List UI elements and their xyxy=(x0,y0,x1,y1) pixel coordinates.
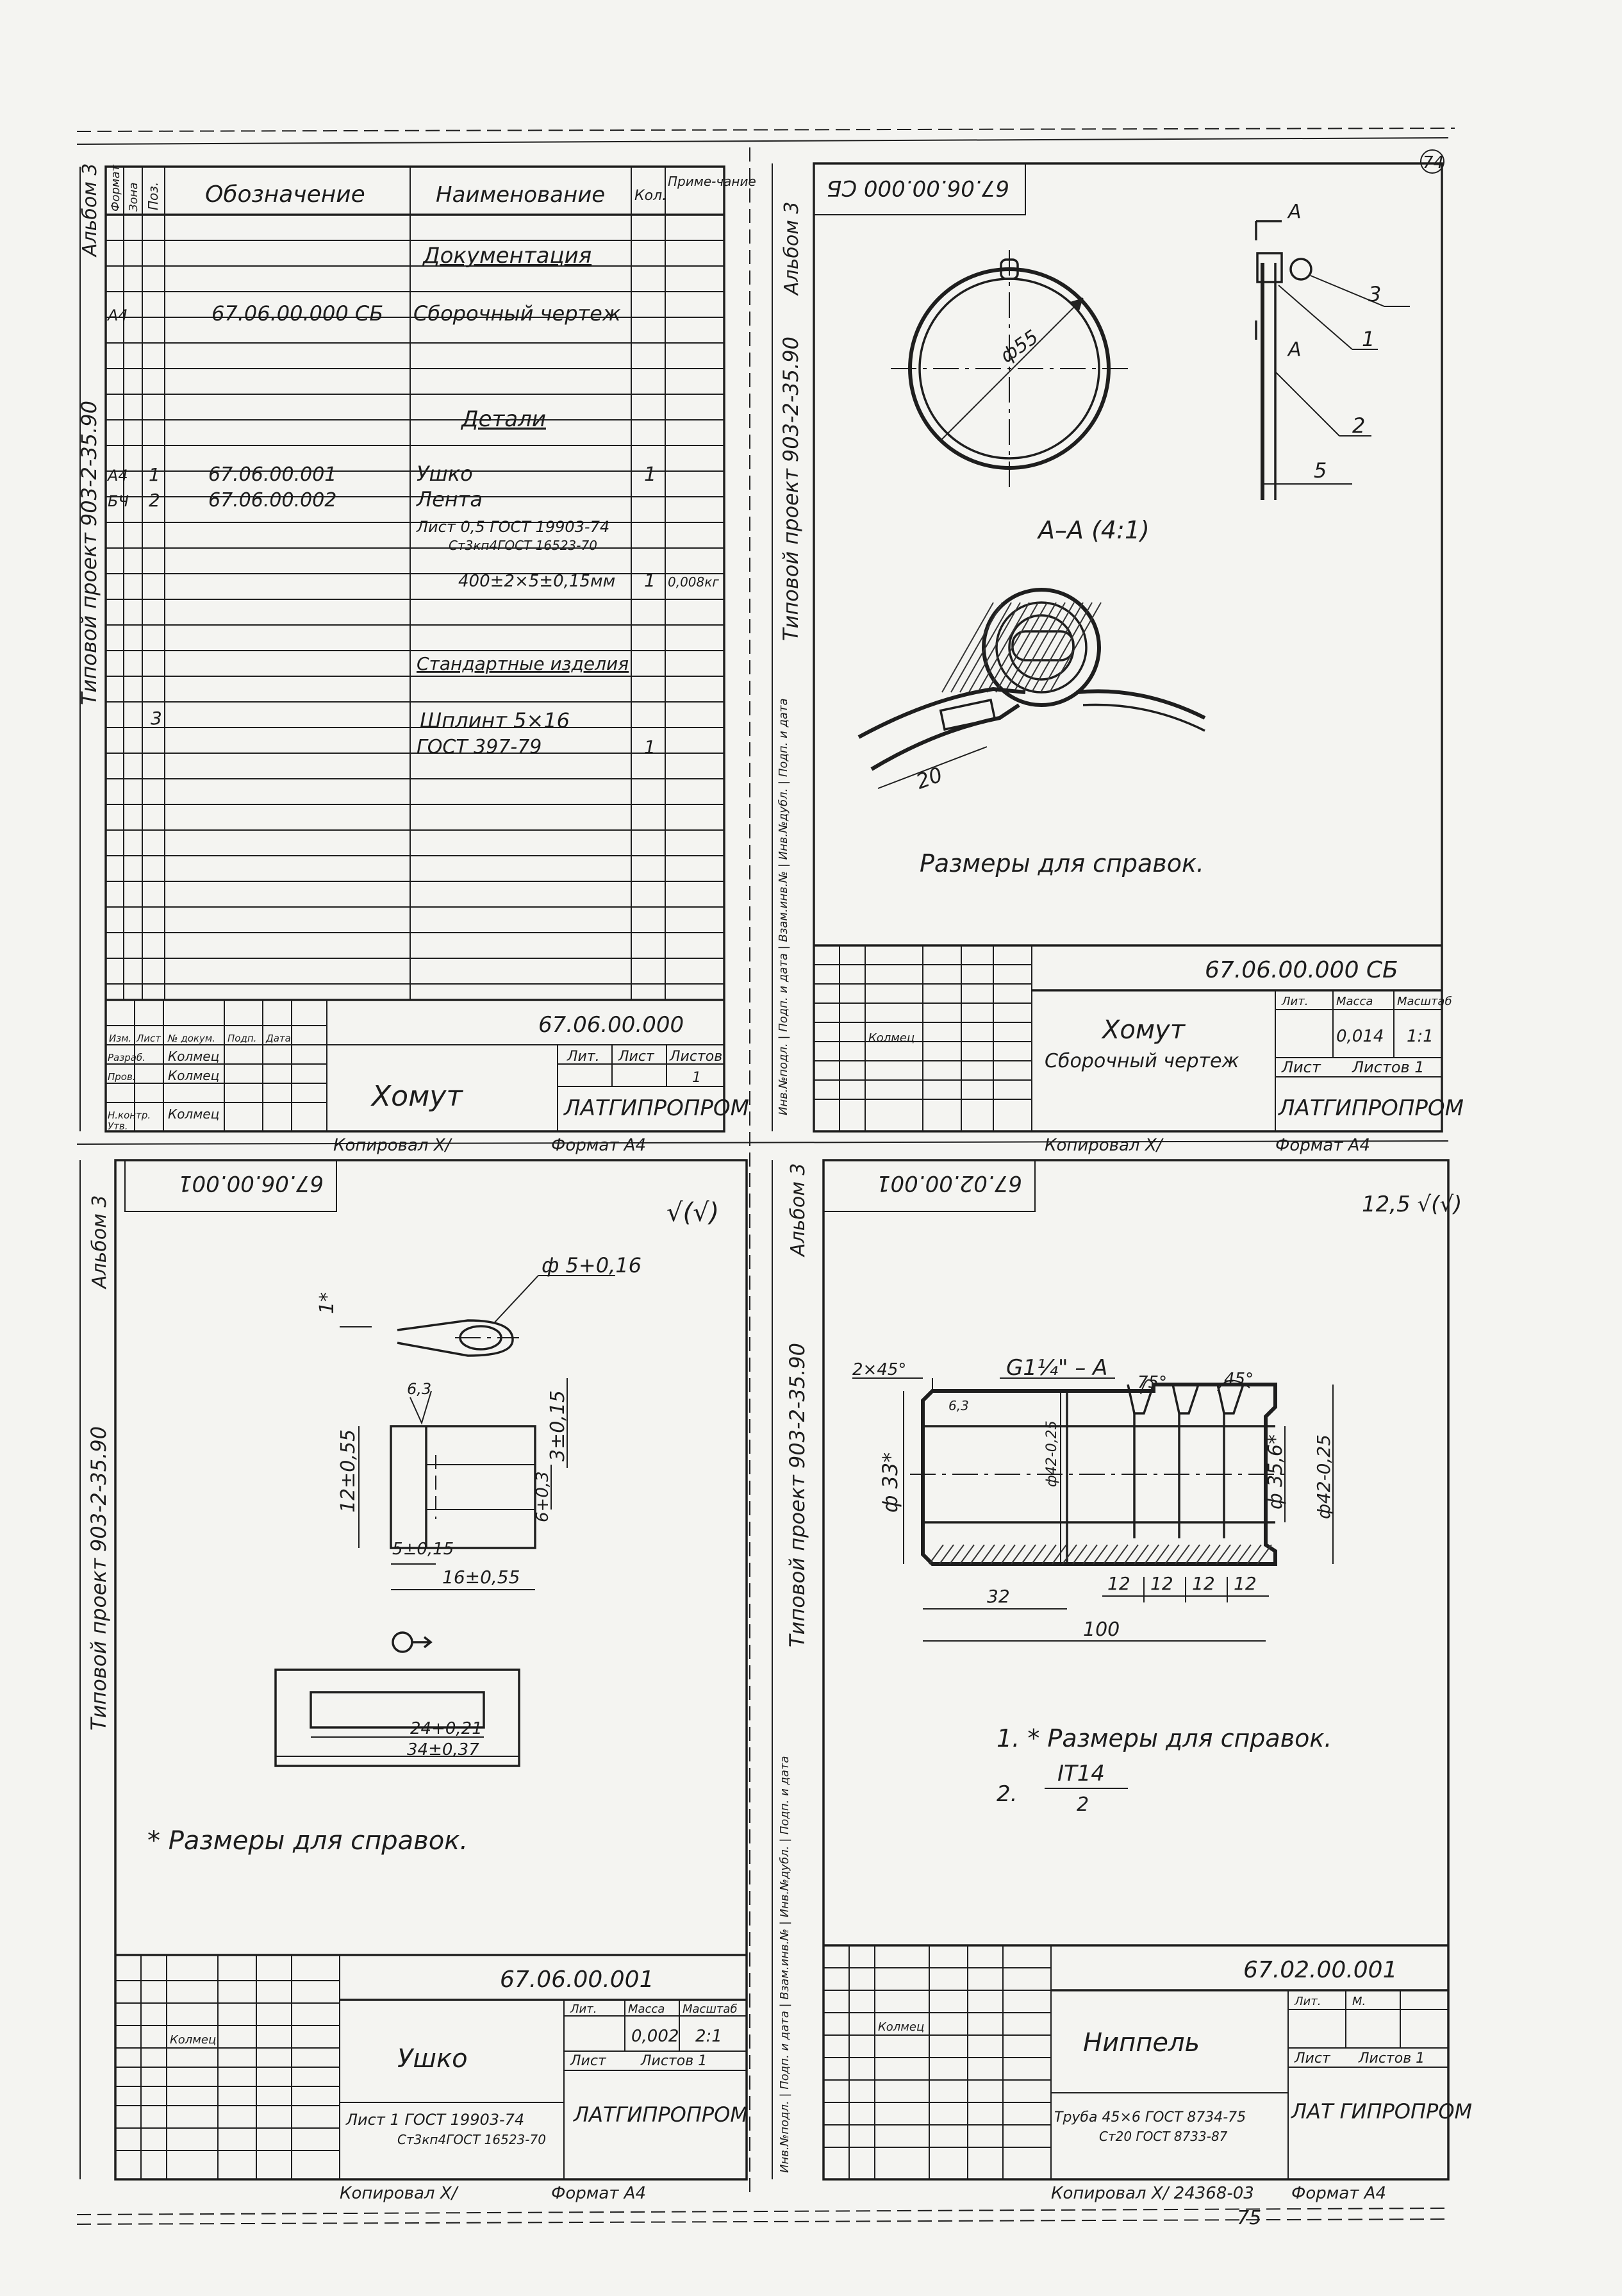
tb2-mass-label: Масса xyxy=(1336,995,1373,1008)
tb1-nkontr: Колмец xyxy=(168,1106,220,1122)
tb4-name: Ниппель xyxy=(1083,2028,1200,2058)
spec-h-note: Приме-чание xyxy=(668,174,756,189)
frame-line-top xyxy=(77,138,1448,144)
tb4-sheet: Лист xyxy=(1295,2051,1330,2067)
spec-part2-designation: 67.06.00.002 xyxy=(208,489,337,512)
tb3-designation: 67.06.00.001 xyxy=(500,1967,654,1993)
nipple-stamp: 67.02.00.001 xyxy=(876,1170,1022,1196)
assembly-note: Размеры для справок. xyxy=(920,849,1204,878)
tb3-sheets: Листов 1 xyxy=(641,2053,708,2069)
tb1-sheets-count: 1 xyxy=(692,1070,701,1086)
nipple-dia42: ф42-0,25 xyxy=(1044,1420,1060,1487)
ear-dim-3: 3±0,15 xyxy=(547,1390,569,1461)
nipple-dim12-2: 12 xyxy=(1150,1573,1173,1594)
spec-section-parts: Детали xyxy=(461,406,546,432)
ear-sheet xyxy=(80,1160,748,2203)
spec-lenta-qty: 1 xyxy=(644,570,656,591)
tb4-org: ЛАТ ГИПРОПРОМ xyxy=(1291,2099,1473,2124)
spec-doc-name: Сборочный чертеж xyxy=(413,301,621,326)
nipple-hatching xyxy=(929,1545,1271,1564)
nipple-note1: 1. * Размеры для справок. xyxy=(997,1724,1332,1752)
nipple-side-fields: Инв.№подл. | Подп. и дата | Взам.инв.№ | Инв.№дубл. | Подп. и дата xyxy=(778,1756,791,2173)
spec-footer-copy: Копировал Х/ xyxy=(333,1136,451,1155)
tb3-org: ЛАТГИПРОПРОМ xyxy=(574,2102,748,2127)
section-hatching xyxy=(942,603,1101,692)
spec-std-name: Шплинт 5×16 xyxy=(420,708,570,733)
tb1-developer: Колмец xyxy=(168,1049,220,1064)
tb2-subtitle: Сборочный чертеж xyxy=(1045,1050,1239,1072)
tb2-designation: 67.06.00.000 СБ xyxy=(1205,957,1398,983)
tb1-designation: 67.06.00.000 xyxy=(538,1012,684,1038)
ear-roughness: √(√) xyxy=(666,1198,720,1227)
spec-part1-pos: 1 xyxy=(149,464,160,485)
horizontal-separator xyxy=(77,1141,1448,1144)
nipple-sheet xyxy=(772,1160,1472,2203)
spec-lenta-size: 400±2×5±0,15мм xyxy=(458,572,616,591)
ear-blank-view xyxy=(276,1670,519,1766)
assembly-section xyxy=(984,590,1099,705)
nipple-titleblock xyxy=(823,1945,1472,2179)
tb3-material-1: Лист 1 ГОСТ 19903-74 xyxy=(346,2111,525,2129)
nipple-dim32: 32 xyxy=(987,1586,1010,1607)
tb1-checker: Колмец xyxy=(168,1068,220,1083)
spec-doc-format: А4 xyxy=(108,306,128,324)
assembly-pos2: 2 xyxy=(1352,413,1366,438)
spec-std-pos: 3 xyxy=(151,708,162,729)
tb2-sheets: Листов 1 xyxy=(1352,1058,1425,1076)
spec-h-pos: Поз. xyxy=(145,181,161,210)
nipple-rough-63: 6,3 xyxy=(948,1398,969,1413)
tb1-role-utv: Утв. xyxy=(108,1120,128,1132)
tb4-material-1: Труба 45×6 ГОСТ 8734-75 xyxy=(1054,2109,1246,2125)
tb4-mass-label: М. xyxy=(1352,1995,1366,2008)
assembly-sheet xyxy=(772,163,1464,1155)
spec-side-album: Альбом 3 xyxy=(79,163,101,256)
tb1-role-check: Пров. xyxy=(108,1071,136,1083)
spec-lenta-mass: 0,008кг xyxy=(668,574,719,590)
tb4-designation: 67.02.00.001 xyxy=(1243,1957,1398,1983)
ear-stamp: 67.06.00.001 xyxy=(178,1170,324,1196)
tb1-org: ЛАТГИПРОПРОМ xyxy=(564,1095,749,1121)
tb1-name: Хомут xyxy=(372,1080,463,1113)
ear-dim-1: 1* xyxy=(316,1292,338,1314)
nipple-note2-bottom: 2 xyxy=(1077,1793,1089,1816)
spec-titleblock xyxy=(106,1000,749,1132)
ear-dim-hole: ф 5+0,16 xyxy=(542,1253,641,1277)
tb2-sheet: Лист xyxy=(1282,1058,1321,1076)
tb2-name: Хомут xyxy=(1102,1015,1186,1045)
tb3-mass: 0,002 xyxy=(631,2027,679,2046)
spec-h-format: Формат xyxy=(109,164,122,212)
spec-part2-format: БЧ xyxy=(108,492,129,510)
tb2-scale-label: Масштаб xyxy=(1397,995,1452,1008)
assembly-footer-copy: Копировал Х/ xyxy=(1045,1136,1163,1155)
assembly-a-top: А xyxy=(1288,201,1302,223)
ear-side-album: Альбом 3 xyxy=(88,1195,111,1288)
nipple-dim12-4: 12 xyxy=(1234,1573,1257,1594)
nipple-dim100: 100 xyxy=(1083,1618,1120,1641)
tb3-material-2: Ст3кп4ГОСТ 16523-70 xyxy=(397,2132,546,2147)
nipple-side-album: Альбом 3 xyxy=(787,1163,809,1256)
assembly-side-album: Альбом 3 xyxy=(781,201,803,295)
tb1-role-sign: Подп. xyxy=(228,1033,257,1044)
ear-dim-24: 24+0,21 xyxy=(410,1719,483,1738)
cut-line-top xyxy=(77,128,1455,131)
spec-footer-format: Формат А4 xyxy=(551,1136,647,1155)
nipple-note2-top: IT14 xyxy=(1057,1761,1105,1786)
tb3-sheet: Лист xyxy=(570,2053,606,2069)
assembly-frame xyxy=(814,163,1442,1131)
assembly-pos1: 1 xyxy=(1362,327,1375,351)
spec-part2-name: Лента xyxy=(417,487,483,512)
nipple-note2-num: 2. xyxy=(997,1781,1018,1807)
assembly-titleblock xyxy=(814,945,1464,1131)
tb1-lit: Лит. xyxy=(567,1049,600,1065)
assembly-side-fields: Инв.№подл. | Подп. и дата | Взам.инв.№ | Инв.№дубл. | Подп. и дата xyxy=(777,698,790,1115)
nipple-footer-copy: Копировал Х/ 24368-03 xyxy=(1051,2184,1254,2203)
tb3-lit: Лит. xyxy=(570,2002,597,2016)
nipple-dia42b: ф42-0,25 xyxy=(1313,1434,1334,1519)
spec-h-name: Наименование xyxy=(436,182,606,208)
nipple-angle75: 75° xyxy=(1138,1373,1168,1392)
spec-side-project: Типовой проект 903-2-35.90 xyxy=(77,400,101,705)
ear-footer-copy: Копировал Х/ xyxy=(340,2184,458,2203)
assembly-section-title: А–А (4:1) xyxy=(1038,516,1150,544)
nipple-footer-format: Формат А4 xyxy=(1291,2184,1387,2203)
assembly-dim20: 20 xyxy=(913,762,946,794)
ear-dim-6: 6+0,3 xyxy=(533,1471,552,1522)
spec-section-docs: Документация xyxy=(423,243,592,269)
tb2-org: ЛАТГИПРОПРОМ xyxy=(1279,1095,1464,1121)
spec-h-zone: Зона xyxy=(127,182,140,212)
ear-footer-format: Формат А4 xyxy=(551,2184,647,2203)
spec-part1-name: Ушко xyxy=(417,462,473,486)
ear-dim-34: 34±0,37 xyxy=(407,1740,479,1759)
assembly-pos3: 3 xyxy=(1368,282,1382,306)
tb2-mass: 0,014 xyxy=(1336,1027,1384,1046)
spec-std-gost: ГОСТ 397-79 xyxy=(417,736,542,758)
ear-dim-12: 12±0,55 xyxy=(337,1429,360,1513)
tb1-role-izm: Изм. xyxy=(109,1033,132,1044)
spec-h-qty: Кол. xyxy=(634,188,667,204)
tb3-developer: Колмец xyxy=(170,2033,217,2047)
nipple-dia33: ф 33* xyxy=(878,1452,902,1513)
nipple-roughness: 12,5 √(√) xyxy=(1362,1192,1462,1217)
tb1-sheets: Листов xyxy=(670,1049,723,1065)
assembly-a-bottom: А xyxy=(1288,338,1302,361)
tb4-sheets: Листов 1 xyxy=(1359,2051,1425,2067)
spec-part1-designation: 67.06.00.001 xyxy=(208,463,337,486)
assembly-dia55: ф55 xyxy=(996,326,1043,368)
assembly-footer-format: Формат А4 xyxy=(1275,1136,1371,1155)
ear-rough-63: 6,3 xyxy=(407,1380,432,1398)
corner-number: 74 xyxy=(1423,153,1444,172)
spec-h-designation: Обозначение xyxy=(205,181,365,208)
assembly-side-project: Типовой проект 903-2-35.90 xyxy=(779,336,803,641)
nipple-angle45: 45° xyxy=(1224,1370,1254,1389)
tb3-mass-label: Масса xyxy=(628,2002,665,2016)
assembly-stamp: 67.06.00.000 СБ xyxy=(827,175,1009,201)
nipple-dia356: ф 35,6* xyxy=(1264,1435,1287,1510)
spec-sheet xyxy=(77,163,756,1156)
nipple-thread: G1¼" – A xyxy=(1006,1355,1108,1381)
tb1-role-date: Дата xyxy=(266,1033,291,1044)
nipple-chamfer: 2×45° xyxy=(852,1360,907,1379)
tb4-lit: Лит. xyxy=(1295,1995,1321,2008)
tb1-role-doc: № докум. xyxy=(168,1033,215,1044)
tb1-role-dev: Разраб. xyxy=(108,1052,145,1063)
spec-part1-format: А4 xyxy=(108,467,128,485)
tb1-sheet: Лист xyxy=(618,1049,654,1065)
tb3-scale-label: Масштаб xyxy=(683,2002,738,2016)
tb1-role-list: Лист xyxy=(137,1033,161,1044)
nipple-dim12-3: 12 xyxy=(1192,1573,1215,1594)
bottom-number: 75 xyxy=(1237,2207,1262,2229)
spec-part2-pos: 2 xyxy=(149,490,160,511)
tb4-material-2: Ст20 ГОСТ 8733-87 xyxy=(1099,2129,1228,2144)
tb2-scale: 1:1 xyxy=(1407,1027,1434,1046)
tb3-scale: 2:1 xyxy=(695,2027,722,2046)
ear-side-project: Типовой проект 903-2-35.90 xyxy=(87,1426,111,1731)
ear-titleblock xyxy=(115,1955,748,2179)
ear-note: * Размеры для справок. xyxy=(147,1826,468,1856)
ear-view-arrow xyxy=(411,1637,431,1647)
spec-lenta-material-2: Ст3кп4ГОСТ 16523-70 xyxy=(449,538,597,553)
tb3-name: Ушко xyxy=(397,2044,468,2074)
nipple-dim12-1: 12 xyxy=(1107,1573,1130,1594)
tb4-developer: Колмец xyxy=(878,2020,925,2034)
spec-part1-qty: 1 xyxy=(644,463,657,486)
ear-dim-5: 5±0,15 xyxy=(392,1540,454,1559)
ear-main-view xyxy=(391,1426,535,1548)
spec-std-qty: 1 xyxy=(644,736,656,758)
tb2-lit: Лит. xyxy=(1282,995,1309,1008)
ear-dim-16: 16±0,55 xyxy=(442,1567,520,1588)
spec-lenta-material-1: Лист 0,5 ГОСТ 19903-74 xyxy=(417,518,610,536)
spec-doc-designation: 67.06.00.000 СБ xyxy=(211,301,384,326)
spec-section-std: Стандартные изделия xyxy=(417,653,629,674)
nipple-side-project: Типовой проект 903-2-35.90 xyxy=(785,1342,809,1647)
tb1-role-nkontr: Н.контр. xyxy=(108,1110,151,1121)
tb2-developer: Колмец xyxy=(868,1031,915,1045)
assembly-dim5: 5 xyxy=(1314,458,1327,483)
